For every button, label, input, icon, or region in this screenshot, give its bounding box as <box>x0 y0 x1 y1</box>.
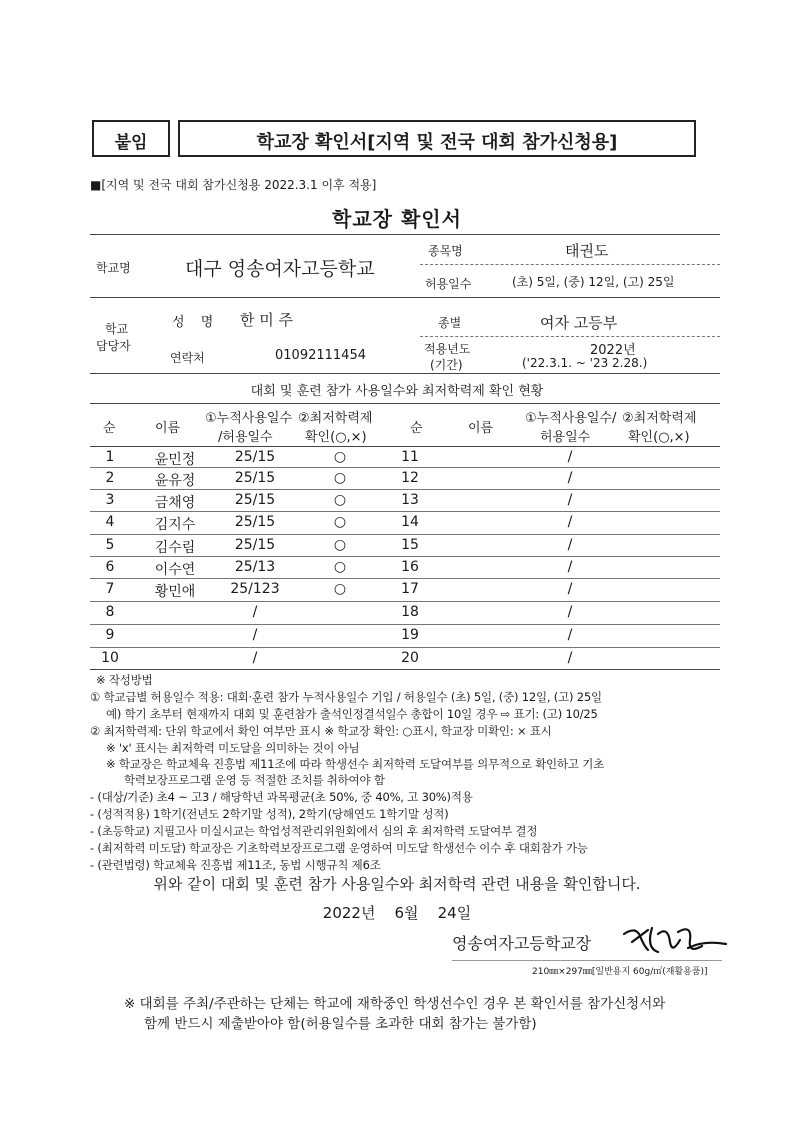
row-no-right: 14 <box>401 514 419 530</box>
row-days-right: / <box>567 449 573 465</box>
row-check: ○ <box>333 492 347 508</box>
allowed-days-value: (초) 5일, (중) 12일, (고) 25일 <box>512 275 675 289</box>
col-header-no-right: 순 <box>410 421 423 436</box>
row-separator <box>90 467 720 468</box>
period-year: 2022년 <box>590 343 636 358</box>
row-days: 25/15 <box>234 514 276 530</box>
col-header-no: 순 <box>103 421 116 436</box>
row-no: 5 <box>105 537 115 553</box>
notes-title: ※ 작성방법 <box>96 673 153 687</box>
caption-rule <box>90 403 720 404</box>
event-value: 태권도 <box>565 242 609 260</box>
row-name: 금채영 <box>154 495 196 511</box>
row-no-right: 16 <box>401 559 419 575</box>
row-no-right: 11 <box>401 449 419 465</box>
row-no-right: 15 <box>401 537 419 553</box>
period-range: ('22.3.1. ~ '23 2.28.) <box>522 356 648 370</box>
school-label: 학교명 <box>96 261 131 275</box>
row-no: 1 <box>105 449 115 465</box>
row-separator <box>90 647 720 648</box>
row-check: ○ <box>333 514 347 530</box>
row-check: ○ <box>333 470 347 486</box>
row-separator <box>90 578 720 579</box>
row-no-right: 19 <box>401 627 419 643</box>
row-days-right: / <box>567 537 573 553</box>
col-header-name-right: 이름 <box>468 421 494 436</box>
row-no: 10 <box>101 650 119 666</box>
row-name: 김지수 <box>154 517 196 533</box>
row-no: 2 <box>105 470 115 486</box>
row-days-right: / <box>567 470 573 486</box>
row-name: 이수연 <box>154 562 196 578</box>
col-header-days-right-line1: ①누적사용일수/ <box>525 411 617 426</box>
row-days: 25/13 <box>234 559 276 575</box>
row-separator <box>90 556 720 557</box>
row-days-right: / <box>567 627 573 643</box>
row-days-right: / <box>567 514 573 530</box>
paper-spec: 210㎜×297㎜[일반용지 60g/㎡(재활용품)] <box>532 967 708 977</box>
confirmation-statement: 위와 같이 대회 및 훈련 참가 사용일수와 최저학력 관련 내용을 확인합니다. <box>153 875 641 893</box>
period-label-line1: 적용년도 <box>424 342 471 356</box>
table-caption: 대회 및 훈련 참가 사용일수와 최저학력제 확인 현황 <box>250 384 544 399</box>
note-line: ※ 학교장은 학교체육 진흥법 제11조에 따라 학생선수 최저학력 도달여부를 의무적으로 확인하고 기초 <box>106 757 605 771</box>
row-name: 윤유정 <box>154 473 196 489</box>
note-line: ① 학교급별 허용일수 적용: 대회·훈련 참가 누적사용일수 기입 / 허용일수 (초) 5일, (중) 12일, (고) 25일 <box>90 690 602 704</box>
row-separator <box>90 511 720 512</box>
staff-label-line2: 담당자 <box>96 339 131 353</box>
row-name: 황민애 <box>154 584 196 600</box>
col-header-check-right-line2: 확인(○,×) <box>628 430 690 445</box>
attachment-tag: 붙임 <box>114 133 148 153</box>
info-divider-staff <box>420 336 720 337</box>
col-header-days-line1: ①누적사용일수 <box>205 411 293 426</box>
signature-rule <box>452 960 722 961</box>
row-separator <box>90 489 720 490</box>
row-no-right: 17 <box>401 581 419 597</box>
contact-value: 01092111454 <box>275 348 366 363</box>
division-value: 여자 고등부 <box>540 314 618 332</box>
row-days: 25/15 <box>234 492 276 508</box>
info-bottom-rule <box>90 373 720 374</box>
staff-label-line1: 학교 <box>105 322 129 336</box>
row-no: 4 <box>105 514 115 530</box>
note-line: ② 최저학력제: 단위 학교에서 확인 여부만 표시 ※ 학교장 확인: ○표시, 학교장 미확인: × 표시 <box>90 724 552 738</box>
row-days: 25/15 <box>234 537 276 553</box>
contact-label: 연락처 <box>170 351 205 365</box>
applicability-note: ■[지역 및 전국 대회 참가신청용 2022.3.1 이후 적용] <box>90 178 377 192</box>
col-header-name: 이름 <box>155 421 181 436</box>
confirmation-date: 2022년 6월 24일 <box>322 904 472 922</box>
note-line: - (관련법령) 학교체육 진흥법 제11조, 동법 시행규칙 제6조 <box>90 858 381 872</box>
row-name: 윤민정 <box>154 452 196 468</box>
info-divider-right <box>420 264 720 265</box>
row-no: 9 <box>105 627 115 643</box>
note-line: - (초등학교) 지필고사 미실시교는 학업성적관리위원회에서 심의 후 최저학력 도달여부 결정 <box>90 824 538 838</box>
row-days-right: / <box>567 650 573 666</box>
row-days: 25/123 <box>230 581 280 597</box>
row-separator <box>90 601 720 602</box>
name-label: 성 명 <box>172 315 214 330</box>
row-no: 3 <box>105 492 115 508</box>
note-line: - (대상/기준) 초4 ~ 고3 / 해당학년 과목평균(초 50%, 중 40%, 고 30%)적용 <box>90 790 473 804</box>
col-header-check-right-line1: ②최저학력제 <box>622 411 697 426</box>
note-line: ※ 'x' 표시는 최저학력 미도달을 의미하는 것이 아님 <box>106 741 360 755</box>
row-no-right: 13 <box>401 492 419 508</box>
event-label: 종목명 <box>428 244 463 258</box>
banner-title: 학교장 확인서[지역 및 전국 대회 참가신청용] <box>256 132 618 153</box>
row-days: / <box>252 604 258 620</box>
row-check: ○ <box>333 537 347 553</box>
row-days: 25/15 <box>234 470 276 486</box>
name-value: 한 미 주 <box>240 311 294 329</box>
note-line: - (최저학력 미도달) 학교장은 기초학력보장프로그램 운영하여 미도달 학생선수 이수 후 대회참가 가능 <box>90 841 588 855</box>
info-mid-rule <box>90 297 720 298</box>
row-check: ○ <box>333 559 347 575</box>
row-days-right: / <box>567 581 573 597</box>
division-label: 종별 <box>438 316 462 330</box>
row-no-right: 12 <box>401 470 419 486</box>
table-bottom-rule <box>90 669 720 670</box>
allowed-days-label: 허용일수 <box>425 277 472 291</box>
row-no: 6 <box>105 559 115 575</box>
row-no-right: 20 <box>401 650 419 666</box>
school-value: 대구 영송여자고등학교 <box>185 258 375 280</box>
row-days: / <box>252 650 258 666</box>
row-name: 김수림 <box>154 540 196 556</box>
footer-line-2: 함께 반드시 제출받아야 함(허용일수를 초과한 대회 참가는 불가함) <box>144 1016 537 1032</box>
note-line: 학력보장프로그램 운영 등 적절한 조치를 취하여야 함 <box>124 773 385 787</box>
row-days: 25/15 <box>234 449 276 465</box>
col-header-days-right-line2: 허용일수 <box>540 430 591 445</box>
note-line: - (성적적용) 1학기(전년도 2학기말 성적), 2학기(당해연도 1학기말 성적) <box>90 807 449 821</box>
row-days-right: / <box>567 492 573 508</box>
col-header-days-line2: /허용일수 <box>218 430 273 445</box>
row-days-right: / <box>567 559 573 575</box>
footer-line-1: ※ 대회를 주최/주관하는 단체는 학교에 재학중인 학생선수인 경우 본 확인서를 참가신청서와 <box>124 996 666 1012</box>
row-no: 8 <box>105 604 115 620</box>
note-line: 예) 학기 초부터 현재까지 대회 및 훈련참가 출석인정결석일수 총합이 10일 경우 ⇨ 표기: (고) 10/25 <box>106 707 598 721</box>
signer-title: 영송여자고등학교장 <box>452 934 592 953</box>
signature-icon <box>618 920 730 960</box>
row-check: ○ <box>333 449 347 465</box>
col-header-check-line2: 확인(○,×) <box>305 430 367 445</box>
period-label-line2: (기간) <box>430 358 463 372</box>
document-title: 학교장 확인서 <box>332 207 462 231</box>
row-separator <box>90 624 720 625</box>
header-bottom-rule <box>90 446 720 447</box>
row-days-right: / <box>567 604 573 620</box>
row-days: / <box>252 627 258 643</box>
row-no: 7 <box>105 581 115 597</box>
col-header-check-line1: ②최저학력제 <box>298 411 373 426</box>
row-no-right: 18 <box>401 604 419 620</box>
info-top-rule <box>90 234 720 235</box>
row-check: ○ <box>333 581 347 597</box>
row-separator <box>90 534 720 535</box>
